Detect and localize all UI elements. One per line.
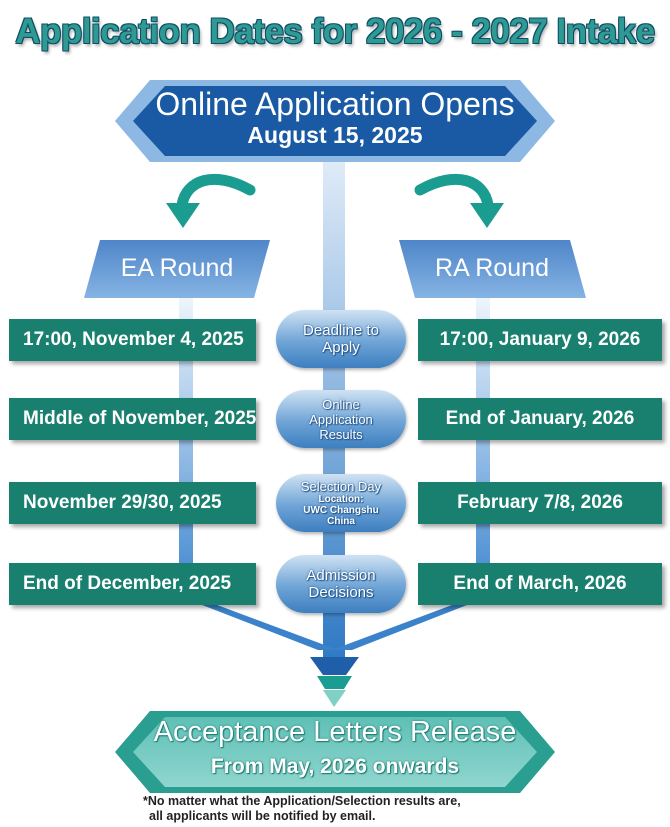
acceptance-subtitle: From May, 2026 onwards bbox=[210, 755, 460, 778]
stage-label: Apply bbox=[322, 339, 360, 356]
ra-results-date: End of January, 2026 bbox=[418, 398, 662, 440]
ra-selection-date: February 7/8, 2026 bbox=[418, 482, 662, 524]
down-arrow-dark bbox=[310, 657, 359, 675]
stage-label: Online bbox=[322, 396, 360, 412]
down-arrow-light bbox=[323, 690, 346, 707]
ea-selection-date: November 29/30, 2025 bbox=[9, 482, 256, 524]
ea-round-label: EA Round bbox=[120, 254, 234, 282]
ea-arrow-head bbox=[166, 203, 200, 228]
stage-results bbox=[276, 390, 406, 448]
stage-label: Admission bbox=[306, 567, 376, 584]
page-title: Application Dates for 2026 - 2027 Intake bbox=[15, 12, 655, 51]
opening-date: August 15, 2025 bbox=[247, 122, 423, 148]
stage-label: Deadline to bbox=[303, 322, 379, 339]
acceptance-title: Acceptance Letters Release bbox=[153, 716, 517, 748]
ea-curved-arrow bbox=[182, 179, 250, 205]
ea-deadline-date: 17:00, November 4, 2025 bbox=[9, 319, 256, 361]
footnote bbox=[143, 794, 461, 824]
ea-decision-date: End of December, 2025 bbox=[9, 563, 256, 605]
stage-label: Results bbox=[319, 426, 363, 442]
ra-arrow-head bbox=[470, 203, 504, 228]
footnote-line: all applicants will be notified by email. bbox=[149, 809, 376, 823]
ra-round-label: RA Round bbox=[435, 254, 549, 282]
ra-deadline-date: 17:00, January 9, 2026 bbox=[418, 319, 662, 361]
stage-detail: China bbox=[327, 516, 355, 527]
stage-selection-day bbox=[276, 474, 406, 532]
footnote-line: *No matter what the Application/Selection results are, bbox=[143, 794, 461, 808]
stage-detail: Location: bbox=[318, 494, 364, 505]
stage-label: Selection Day bbox=[300, 479, 382, 494]
opening-title: Online Application Opens bbox=[155, 86, 515, 122]
stage-decisions bbox=[276, 555, 406, 613]
down-arrow-mid bbox=[317, 676, 352, 689]
stage-label: Application bbox=[309, 411, 373, 427]
stage-label: Decisions bbox=[308, 584, 374, 601]
ra-decision-date: End of March, 2026 bbox=[418, 563, 662, 605]
stage-detail: UWC Changshu bbox=[303, 505, 379, 516]
ea-results-date: Middle of November, 2025 bbox=[9, 398, 256, 440]
stage-deadline bbox=[276, 310, 406, 368]
ra-curved-arrow bbox=[420, 179, 488, 205]
